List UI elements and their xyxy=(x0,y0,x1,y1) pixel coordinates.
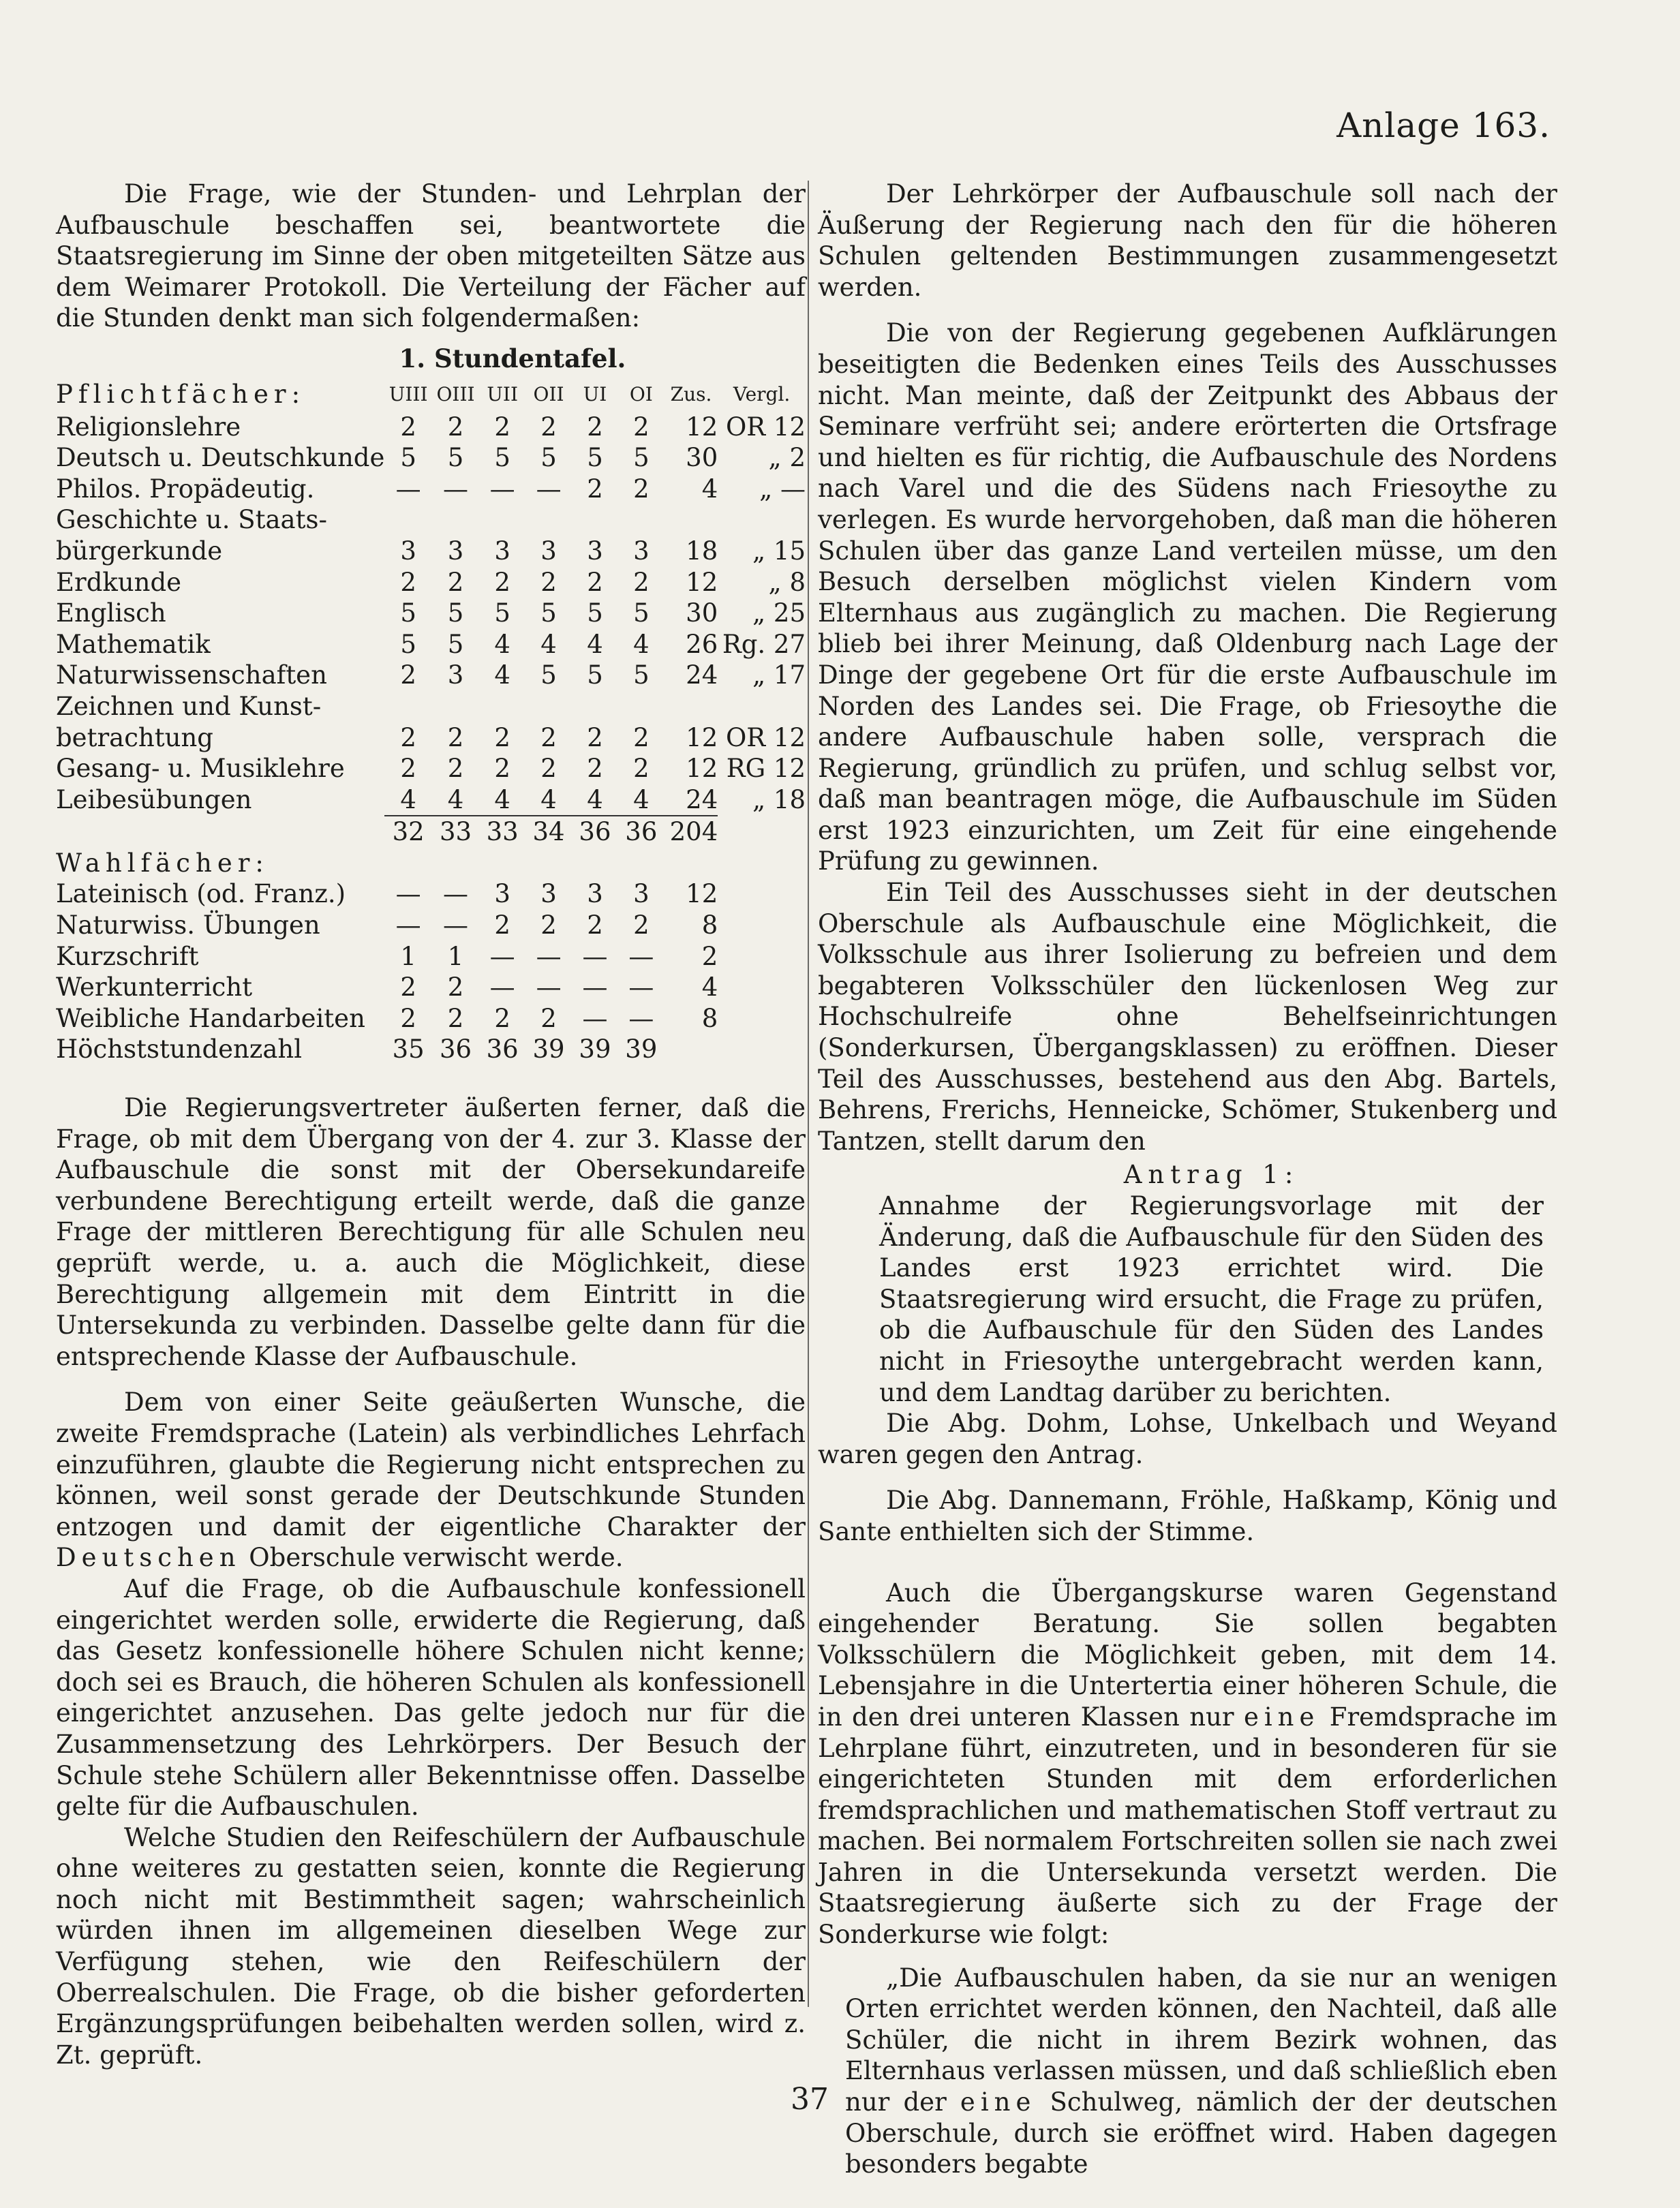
hours-cell: 2 xyxy=(587,910,603,940)
hours-cell: 3 xyxy=(447,660,464,690)
subject-cell: Philos. Propädeutig. xyxy=(56,474,315,504)
hours-cell: 2 xyxy=(494,1003,510,1033)
table-row xyxy=(56,660,806,691)
compare-cell: „ 15 xyxy=(752,536,806,566)
hours-cell: 4 xyxy=(587,784,603,814)
hours-cell: — xyxy=(628,972,654,1002)
total-cell: 33 xyxy=(432,816,479,848)
hours-cell: 4 xyxy=(400,784,416,814)
subject-cell: Englisch xyxy=(56,598,166,628)
sum-cell: 4 xyxy=(701,474,718,504)
wahl-label-row xyxy=(56,848,806,879)
sum-cell: 30 xyxy=(686,443,718,473)
hours-cell: 2 xyxy=(587,722,603,752)
hours-cell: 2 xyxy=(447,1003,464,1033)
compare-cell xyxy=(718,504,806,536)
hours-cell: 39 xyxy=(579,1034,611,1064)
subject-cell: Leibesübungen xyxy=(56,785,252,815)
hours-cell: 3 xyxy=(400,536,416,566)
subject-cell: Gesang- u. Musiklehre xyxy=(56,754,345,784)
hours-cell: 2 xyxy=(400,567,416,597)
hours-cell: 2 xyxy=(540,910,557,940)
paragraph-uebergangskurse xyxy=(818,1578,1557,1950)
hours-cell: — xyxy=(582,941,608,971)
sum-cell: 24 xyxy=(686,660,718,690)
hours-cell: 3 xyxy=(447,536,464,566)
totals-row xyxy=(56,816,806,848)
paragraph-text: Auch die Übergangskurse waren Gegenstand eingehender Beratung. Sie sollen begabten Volksschülern die Möglichkeit geben, mit dem 14. Lebensjahre in die Untertertia einer höheren Schule, die in den drei unteren Klassen nur xyxy=(818,1578,1557,1732)
hours-cell: 1 xyxy=(447,941,464,971)
hours-cell: — xyxy=(395,474,421,504)
antrag-block xyxy=(879,1159,1544,1408)
hours-cell: 5 xyxy=(400,598,416,628)
paragraph-fremdsprache xyxy=(56,1387,806,1574)
table-row xyxy=(56,910,806,941)
hours-cell xyxy=(525,691,572,722)
hours-cell xyxy=(479,691,525,722)
compare-cell: „ — xyxy=(759,474,806,504)
subject-cell: Deutsch u. Deutschkunde xyxy=(56,443,385,473)
compare-cell: RG 12 xyxy=(726,754,806,784)
hours-cell: 2 xyxy=(587,474,603,504)
hours-cell: 2 xyxy=(447,412,464,442)
stundentafel-table xyxy=(56,378,806,1065)
paragraph-enthaltung: Die Abg. Dannemann, Fröhle, Haßkamp, König und Sante enthielten sich der Stimme. xyxy=(818,1486,1557,1546)
hours-cell: 5 xyxy=(540,660,557,690)
hours-cell: — xyxy=(395,879,421,909)
hours-cell: 2 xyxy=(633,754,650,784)
subject-cell: Mathematik xyxy=(56,629,211,659)
table-row xyxy=(56,504,806,536)
hours-cell: 36 xyxy=(440,1034,472,1064)
hours-cell: 2 xyxy=(633,722,650,752)
hours-cell: 2 xyxy=(540,412,557,442)
hours-cell: 5 xyxy=(494,443,510,473)
compare-cell xyxy=(718,816,806,848)
appendix-header: Anlage 163. xyxy=(1337,106,1551,145)
total-cell: 36 xyxy=(618,816,665,848)
table-row xyxy=(56,1034,806,1065)
paragraph-berechtigung xyxy=(56,1092,806,1372)
hours-cell: 4 xyxy=(494,629,510,659)
left-column xyxy=(56,179,806,2070)
hours-cell: — xyxy=(628,1003,654,1033)
table-row xyxy=(56,878,806,910)
hours-cell: 39 xyxy=(532,1034,565,1064)
antrag-title: Antrag 1: xyxy=(1123,1160,1300,1190)
hours-cell xyxy=(572,691,618,722)
table-row xyxy=(56,412,806,443)
table-row xyxy=(56,536,806,567)
intro-paragraph: Die Frage, wie der Stunden- und Lehrplan der Aufbauschule beschaffen sei, beantwortete die Staatsregierung im Sinne der oben mitgeteilten Sätze aus dem Weimarer Protokoll. Die Verteilung der Fächer auf die Stunden denkt man sich folgendermaßen: xyxy=(56,179,806,333)
hours-cell: — xyxy=(536,972,562,1002)
hours-cell: 2 xyxy=(540,722,557,752)
subject-cell: Geschichte u. Staats- xyxy=(56,505,327,535)
hours-cell: 5 xyxy=(494,598,510,628)
col-header: Zus. xyxy=(670,382,712,405)
paragraph-text: Schulweg, nämlich der der deutschen Oberschule, durch sie eröffnet wird. Haben dagegen besonders begabte xyxy=(845,2087,1557,2179)
paragraph-konfession: Auf die Frage, ob die Aufbauschule konfessionell eingerichtet werden solle, erwiderte die Regierung, daß das Gesetz konfessionelle höhere Schulen nicht kenne; doch sei es Brauch, die höheren Schulen als konfessionell eingerichtet anzusehen. Das gelte jedoch nur für die Zusammensetzung des Lehrkörpers. Der Besuch der Schule stehe Schülern aller Bekenntnisse offen. Dasselbe gelte für die Aufbauschulen. xyxy=(56,1574,806,1822)
subject-cell xyxy=(56,816,384,848)
quote-text xyxy=(845,1963,1557,2180)
hours-cell: 2 xyxy=(587,412,603,442)
paragraph-gegen: Die Abg. Dohm, Lohse, Unkelbach und Weyand waren gegen den Antrag. xyxy=(818,1409,1557,1469)
table-row xyxy=(56,722,806,754)
table-row xyxy=(56,629,806,660)
total-cell: 33 xyxy=(479,816,525,848)
total-cell: 36 xyxy=(572,816,618,848)
hours-cell: 5 xyxy=(633,443,650,473)
paragraph-text: Fremdsprache im Lehrplane führt, einzutreten, und in besonderen für sie eingerichteten Stunden mit dem erforderlichen fremdsprachlichen und mathematischen Stoff vertraut zu machen. Bei normalem Fortschreiten sollen sie nach zwei Jahren in die Untersekunda versetzt werden. Die Staatsregierung äußerte sich zu der Frage der Sonderkurse wie folgt: xyxy=(818,1702,1557,1950)
compare-cell: „ 18 xyxy=(752,785,806,815)
hours-cell: 2 xyxy=(633,412,650,442)
hours-cell: — xyxy=(395,910,421,940)
subject-cell: Lateinisch (od. Franz.) xyxy=(56,879,346,909)
sum-cell: 30 xyxy=(686,598,718,628)
hours-cell: 1 xyxy=(400,941,416,971)
subject-cell: Religionslehre xyxy=(56,412,241,442)
table-row xyxy=(56,941,806,972)
col-header: OII xyxy=(533,382,564,405)
hours-cell: 5 xyxy=(400,629,416,659)
hours-cell: 5 xyxy=(447,443,464,473)
sum-cell: 8 xyxy=(701,910,718,940)
hours-cell: 4 xyxy=(540,784,557,814)
hours-cell xyxy=(572,504,618,536)
column-divider xyxy=(808,181,809,2007)
hours-cell: — xyxy=(443,910,469,940)
hours-cell: 3 xyxy=(633,879,650,909)
hours-cell: — xyxy=(536,941,562,971)
hours-cell: 5 xyxy=(587,443,603,473)
paragraph-studien: Welche Studien den Reifeschülern der Aufbauschule ohne weiteres zu gestatten seien, konnte die Regierung noch nicht mit Bestimmtheit sagen; wahrscheinlich würden ihnen im allgemeinen dieselben Wege zur Verfügung stehen, wie den Reifeschülern der Oberrealschulen. Die Frage, ob die bisher geforderten Ergänzungsprüfungen beibehalten werden sollen, wird z. Zt. geprüft. xyxy=(56,1822,806,2070)
hours-cell: 4 xyxy=(494,784,510,814)
sum-cell: 12 xyxy=(686,879,718,909)
compare-cell xyxy=(718,941,806,972)
subject-cell: Weibliche Handarbeiten xyxy=(56,1003,365,1033)
hours-cell xyxy=(432,504,479,536)
hours-cell: — xyxy=(582,1003,608,1033)
hours-cell: 36 xyxy=(486,1034,519,1064)
hours-cell: 2 xyxy=(633,910,650,940)
hours-cell: 2 xyxy=(400,660,416,690)
hours-cell: 4 xyxy=(447,784,464,814)
wahl-label: Wahlfächer: xyxy=(56,848,269,878)
hours-cell: 2 xyxy=(447,754,464,784)
compare-cell: „ 8 xyxy=(768,567,806,597)
compare-cell xyxy=(718,1034,806,1065)
subject-cell: Zeichnen und Kunst- xyxy=(56,691,322,721)
table-header-row xyxy=(56,378,806,412)
hours-cell xyxy=(618,691,665,722)
sum-cell xyxy=(665,691,718,722)
paragraph-text: Oberschule verwischt werde. xyxy=(249,1543,624,1573)
hours-cell: 4 xyxy=(540,629,557,659)
paragraph-text: Die Regierungsvertreter äußerten ferner, daß die Frage, ob mit dem Übergang von der 4. zur 3. Klasse der Aufbauschule die sonst mit der Obersekundareife verbundene Berechtigung erteilt werde, daß die ganze Frage der mittleren Berechtigung für alle Schulen neu geprüft werde, u. a. auch die Möglichkeit, diese Berechtigung allgemein mit dem Eintritt in die Untersekunda zu verbinden. Dasselbe gelte dann für die entsprechende Klasse der Aufbauschule. xyxy=(56,1093,806,1371)
spaced-word: Deutschen xyxy=(56,1543,241,1573)
hours-cell: 3 xyxy=(494,536,510,566)
compare-cell xyxy=(718,878,806,910)
hours-cell: 3 xyxy=(633,536,650,566)
hours-cell xyxy=(432,691,479,722)
col-header: UII xyxy=(487,382,519,405)
col-header: OI xyxy=(629,382,653,405)
subject-cell: Werkunterricht xyxy=(56,972,253,1002)
hours-cell: 4 xyxy=(633,784,650,814)
sum-cell xyxy=(665,504,718,536)
subject-cell: Erdkunde xyxy=(56,567,182,597)
page-number: 37 xyxy=(791,2082,829,2117)
hours-cell: 2 xyxy=(540,1003,557,1033)
sum-cell: 12 xyxy=(686,722,718,752)
col-header: UI xyxy=(583,382,607,405)
compare-cell: OR 12 xyxy=(725,722,806,752)
hours-cell: 39 xyxy=(625,1034,658,1064)
table-row xyxy=(56,753,806,784)
compare-cell xyxy=(718,691,806,722)
hours-cell xyxy=(384,691,431,722)
paragraph-ausschuss: Ein Teil des Ausschusses sieht in der deutschen Oberschule als Aufbauschule eine Möglichkeit, die Volksschule aus ihrer Isolierung zu befreien und dem begabteren Volksschüler den lückenlosen Weg zur Hochschulreife ohne Behelfseinrichtungen (Sonderkursen, Übergangsklassen) zu eröffnen. Dieser Teil des Ausschusses, bestehend aus den Abg. Bartels, Behrens, Frerichs, Henneicke, Schömer, Stukenberg und Tantzen, stellt darum den xyxy=(818,878,1557,1156)
hours-cell: 2 xyxy=(540,567,557,597)
hours-cell xyxy=(384,504,431,536)
hours-cell: 3 xyxy=(587,536,603,566)
spaced-word: eine xyxy=(960,2087,1037,2117)
hours-cell: 4 xyxy=(494,660,510,690)
hours-cell: 2 xyxy=(400,972,416,1002)
hours-cell: 5 xyxy=(447,598,464,628)
sum-cell: 26 xyxy=(686,629,718,659)
compare-cell: „ 25 xyxy=(752,598,806,628)
antrag-text: Annahme der Regierungsvorlage mit der Änderung, daß die Aufbauschule für den Süden des Landes erst 1923 errichtet wird. Die Staatsregierung wird ersucht, die Frage zu prüfen, ob die Aufbauschule für den Süden des Landes nicht in Friesoythe untergebracht werden kann, und dem Landtag darüber zu berichten. xyxy=(879,1191,1544,1407)
sum-cell: 18 xyxy=(686,536,718,566)
table-row xyxy=(56,474,806,505)
subject-cell: Höchststundenzahl xyxy=(56,1034,303,1064)
hours-cell: 2 xyxy=(447,972,464,1002)
table-row xyxy=(56,972,806,1003)
hours-cell: 2 xyxy=(494,412,510,442)
hours-cell: 5 xyxy=(400,443,416,473)
sum-cell: 2 xyxy=(701,941,718,971)
sum-cell: 12 xyxy=(686,754,718,784)
hours-cell: 2 xyxy=(400,412,416,442)
hours-cell xyxy=(618,504,665,536)
hours-cell: 2 xyxy=(494,754,510,784)
sum-cell: 4 xyxy=(701,972,718,1002)
paragraph-aufklaerungen: Die von der Regierung gegebenen Aufklärungen beseitigten die Bedenken eines Teils des Ausschusses nicht. Man meinte, daß der Zeitpunkt des Abbaus der Seminare verfrüht sei; andere erörterten die Ortsfrage und hielten es für richtig, die Aufbauschule des Nordens nach Varel und die des Südens nach Friesoythe zu verlegen. Es wurde hervorgehoben, daß man die höheren Schulen über das ganze Land verteilen müsse, um den Besuch derselben möglichst vielen Kindern vom Elternhaus aus zugänglich zu machen. Die Regierung blieb bei ihrer Meinung, daß Oldenburg nach Lage der Dinge der gegebene Ort für die erste Aufbauschule im Norden des Landes sei. Die Frage, ob Friesoythe die andere Aufbauschule haben solle, versprach die Regierung, gründlich zu prüfen, und schlug selbst vor, daß man beantragen möge, die Aufbauschule im Süden erst 1923 einzurichten, um Zeit für eine eingehende Prüfung zu gewinnen. xyxy=(818,318,1557,876)
hours-cell: 5 xyxy=(633,660,650,690)
hours-cell: 5 xyxy=(587,598,603,628)
hours-cell: 4 xyxy=(633,629,650,659)
total-sum-cell: 204 xyxy=(665,816,718,848)
hours-cell: 3 xyxy=(494,879,510,909)
sum-cell: 24 xyxy=(686,784,718,814)
sum-cell: 12 xyxy=(686,412,718,442)
subject-cell: bürgerkunde xyxy=(56,536,223,566)
hours-cell: 5 xyxy=(633,598,650,628)
hours-cell: 2 xyxy=(587,754,603,784)
compare-cell: Rg. 27 xyxy=(722,629,806,659)
compare-cell: „ 2 xyxy=(768,443,806,473)
right-column xyxy=(818,179,1557,2180)
quote-block xyxy=(845,1963,1557,2180)
compare-cell: OR 12 xyxy=(725,412,806,442)
hours-cell: 2 xyxy=(447,567,464,597)
paragraph-text: Dem von einer Seite geäußerten Wunsche, die zweite Fremdsprache (Latein) als verbindliches Lehrfach einzuführen, glaubte die Regierung nicht entsprechen zu können, weil sonst gerade der Deutschkunde Stunden entzogen und damit der eigentliche Charakter der xyxy=(56,1387,806,1542)
hours-cell: — xyxy=(489,941,515,971)
hours-cell: 2 xyxy=(400,1003,416,1033)
subject-cell: Naturwiss. Übungen xyxy=(56,910,320,940)
hours-cell xyxy=(479,504,525,536)
hours-cell: 5 xyxy=(540,598,557,628)
hours-cell: 5 xyxy=(540,443,557,473)
spaced-word: eine xyxy=(1243,1702,1320,1732)
subject-cell: Naturwissenschaften xyxy=(56,660,327,690)
hours-cell: — xyxy=(443,879,469,909)
hours-cell: 35 xyxy=(392,1034,425,1064)
hours-cell: 5 xyxy=(587,660,603,690)
table-row xyxy=(56,691,806,722)
pflicht-label: Pflichtfächer: xyxy=(56,379,306,409)
hours-cell: 2 xyxy=(633,474,650,504)
paragraph-text: „Die Aufbauschulen haben, da sie nur an wenigen Orten errichtet werden können, den Nachteil, daß alle Schüler, die nicht in ihrem Bezirk wohnen, das Elternhaus verlassen müssen, und daß schließlich eben nur der xyxy=(845,1963,1557,2117)
col-header: Vergl. xyxy=(733,382,791,405)
hours-cell: 2 xyxy=(633,567,650,597)
sum-cell: 12 xyxy=(686,567,718,597)
table-row xyxy=(56,598,806,629)
hours-cell: 2 xyxy=(494,910,510,940)
hours-cell: 5 xyxy=(447,629,464,659)
hours-cell: — xyxy=(443,474,469,504)
hours-cell: — xyxy=(582,972,608,1002)
compare-cell xyxy=(718,972,806,1003)
compare-cell xyxy=(718,910,806,941)
hours-cell xyxy=(525,504,572,536)
table-row xyxy=(56,1003,806,1034)
table-title: 1. Stundentafel. xyxy=(399,343,626,373)
hours-cell: 2 xyxy=(400,754,416,784)
hours-cell: 3 xyxy=(587,879,603,909)
hours-cell: 4 xyxy=(587,629,603,659)
table-row xyxy=(56,567,806,598)
hours-cell: — xyxy=(628,941,654,971)
sum-cell: 8 xyxy=(701,1003,718,1033)
compare-cell: „ 17 xyxy=(752,660,806,690)
hours-cell: 2 xyxy=(494,567,510,597)
compare-cell xyxy=(718,1003,806,1034)
hours-cell: — xyxy=(489,972,515,1002)
hours-cell: — xyxy=(536,474,562,504)
hours-cell: 2 xyxy=(494,722,510,752)
hours-cell: 3 xyxy=(540,879,557,909)
hours-cell: 2 xyxy=(447,722,464,752)
paragraph-lehrkoerper: Der Lehrkörper der Aufbauschule soll nach der Äußerung der Regierung nach den für die höheren Schulen geltenden Bestimmungen zusammengesetzt werden. xyxy=(818,179,1557,302)
subject-cell: Kurzschrift xyxy=(56,941,199,971)
col-header: UIII xyxy=(388,382,428,405)
total-cell: 32 xyxy=(384,816,431,848)
hours-cell: 2 xyxy=(400,722,416,752)
hours-cell: 2 xyxy=(587,567,603,597)
hours-cell: — xyxy=(489,474,515,504)
subject-cell: betrachtung xyxy=(56,722,213,752)
table-row xyxy=(56,784,806,816)
total-cell: 34 xyxy=(525,816,572,848)
hours-cell: 2 xyxy=(540,754,557,784)
hours-cell: 3 xyxy=(540,536,557,566)
table-row xyxy=(56,442,806,474)
col-header: OIII xyxy=(436,382,475,405)
sum-cell xyxy=(665,1034,718,1065)
